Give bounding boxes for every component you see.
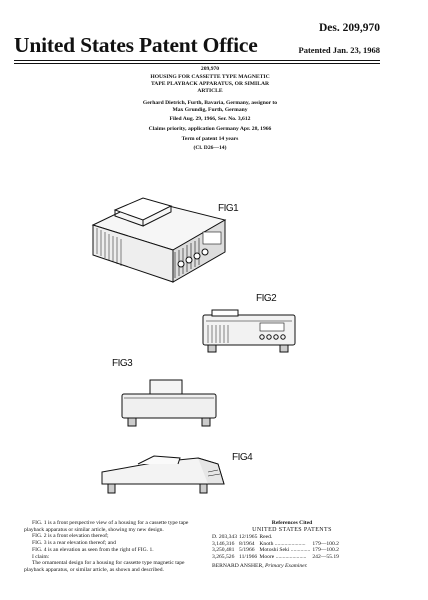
- inventor-cell: Moore ......................: [259, 553, 307, 560]
- patent-number-cell: 3,146,316: [212, 540, 235, 547]
- table-row: [212, 547, 341, 554]
- examiner-name: BERNARD ANSHER,: [212, 563, 264, 570]
- figure-4-label: FIG4: [232, 452, 253, 463]
- references-table: [212, 534, 341, 560]
- date-cell: 8/1964: [239, 540, 255, 547]
- references-title: References Cited: [271, 520, 313, 526]
- class-cell: 242—55.19: [312, 553, 339, 560]
- description-paragraph: FIG. 4 is an elevation as seen from the right of FIG. 1.: [32, 546, 154, 553]
- table-row: [212, 554, 341, 561]
- inventor-block: [60, 100, 360, 114]
- inventor-cell: Motoshi Seki ..............: [259, 547, 311, 554]
- patent-number-cell: D. 203,343: [212, 534, 238, 541]
- references-cited: [212, 520, 372, 570]
- description-paragraph: I claim:: [32, 553, 50, 560]
- header-rule: [14, 60, 380, 61]
- class-cell: 179—100.2: [312, 540, 339, 547]
- title-line: HOUSING FOR CASSETTE TYPE MAGNETIC: [150, 74, 270, 80]
- class-cell: 179—100.2: [312, 547, 339, 554]
- references-subtitle: UNITED STATES PATENTS: [252, 526, 332, 533]
- description-paragraph: FIG. 3 is a rear elevation thereof; and: [32, 540, 116, 547]
- classification-line: (Cl. D26—14): [193, 145, 227, 151]
- figure-description: [24, 520, 202, 574]
- design-number: Des. 209,970: [318, 22, 380, 34]
- figure-1-label: FIG1: [218, 203, 239, 214]
- date-cell: 5/1966: [239, 547, 255, 554]
- inventor-line: Max Grundig, Furth, Germany: [172, 106, 248, 113]
- title-line: ARTICLE: [197, 87, 223, 94]
- header-rule-thin: [14, 63, 380, 64]
- inventor-cell: Knoth ......................: [259, 540, 306, 547]
- patented-date: Patented Jan. 23, 1968: [298, 45, 380, 55]
- figure-3-label: FIG3: [112, 358, 133, 369]
- term-line: Term of patent 14 years: [181, 136, 239, 142]
- figure-1-drawing: [85, 180, 235, 295]
- date-cell: 12/1965: [239, 534, 258, 541]
- figure-3-drawing: [120, 378, 220, 443]
- patent-title: [60, 74, 360, 94]
- patent-number-cell: 3,265,526: [212, 553, 235, 560]
- figure-2-drawing: [200, 305, 300, 368]
- patent-number: 209,970: [200, 66, 220, 72]
- description-paragraph: The ornamental design for a housing for cassette type magnetic tape playback apparatus, or similar article, as shown and described.: [24, 560, 185, 573]
- title-line: TAPE PLAYBACK APPARATUS, OR SIMILAR: [150, 80, 270, 87]
- filed-line: Filed Aug. 29, 1966, Ser. No. 3,612: [169, 116, 251, 122]
- inventor-line: Gerhard Dietrich, Furth, Bavaria, Germany, assignor to: [142, 100, 278, 106]
- inventor-cell: Reed.: [259, 534, 273, 541]
- office-title: United States Patent Office: [14, 33, 258, 57]
- description-paragraph: FIG. 1 is a front perspective view of a housing for a cassette type tape playback apparatus or similar article, showing my new design.: [24, 520, 189, 533]
- figure-4-drawing: [98, 448, 228, 508]
- examiner-role: Primary Examiner.: [265, 563, 308, 570]
- examiner-line: [212, 563, 372, 570]
- patent-number-cell: 3,250,481: [212, 547, 235, 554]
- description-paragraph: FIG. 2 is a front elevation thereof;: [32, 533, 109, 540]
- figure-2-label: FIG2: [256, 293, 277, 304]
- priority-line: Claims priority, application Germany Apr. 28, 1966: [148, 126, 272, 132]
- date-cell: 11/1966: [239, 553, 258, 560]
